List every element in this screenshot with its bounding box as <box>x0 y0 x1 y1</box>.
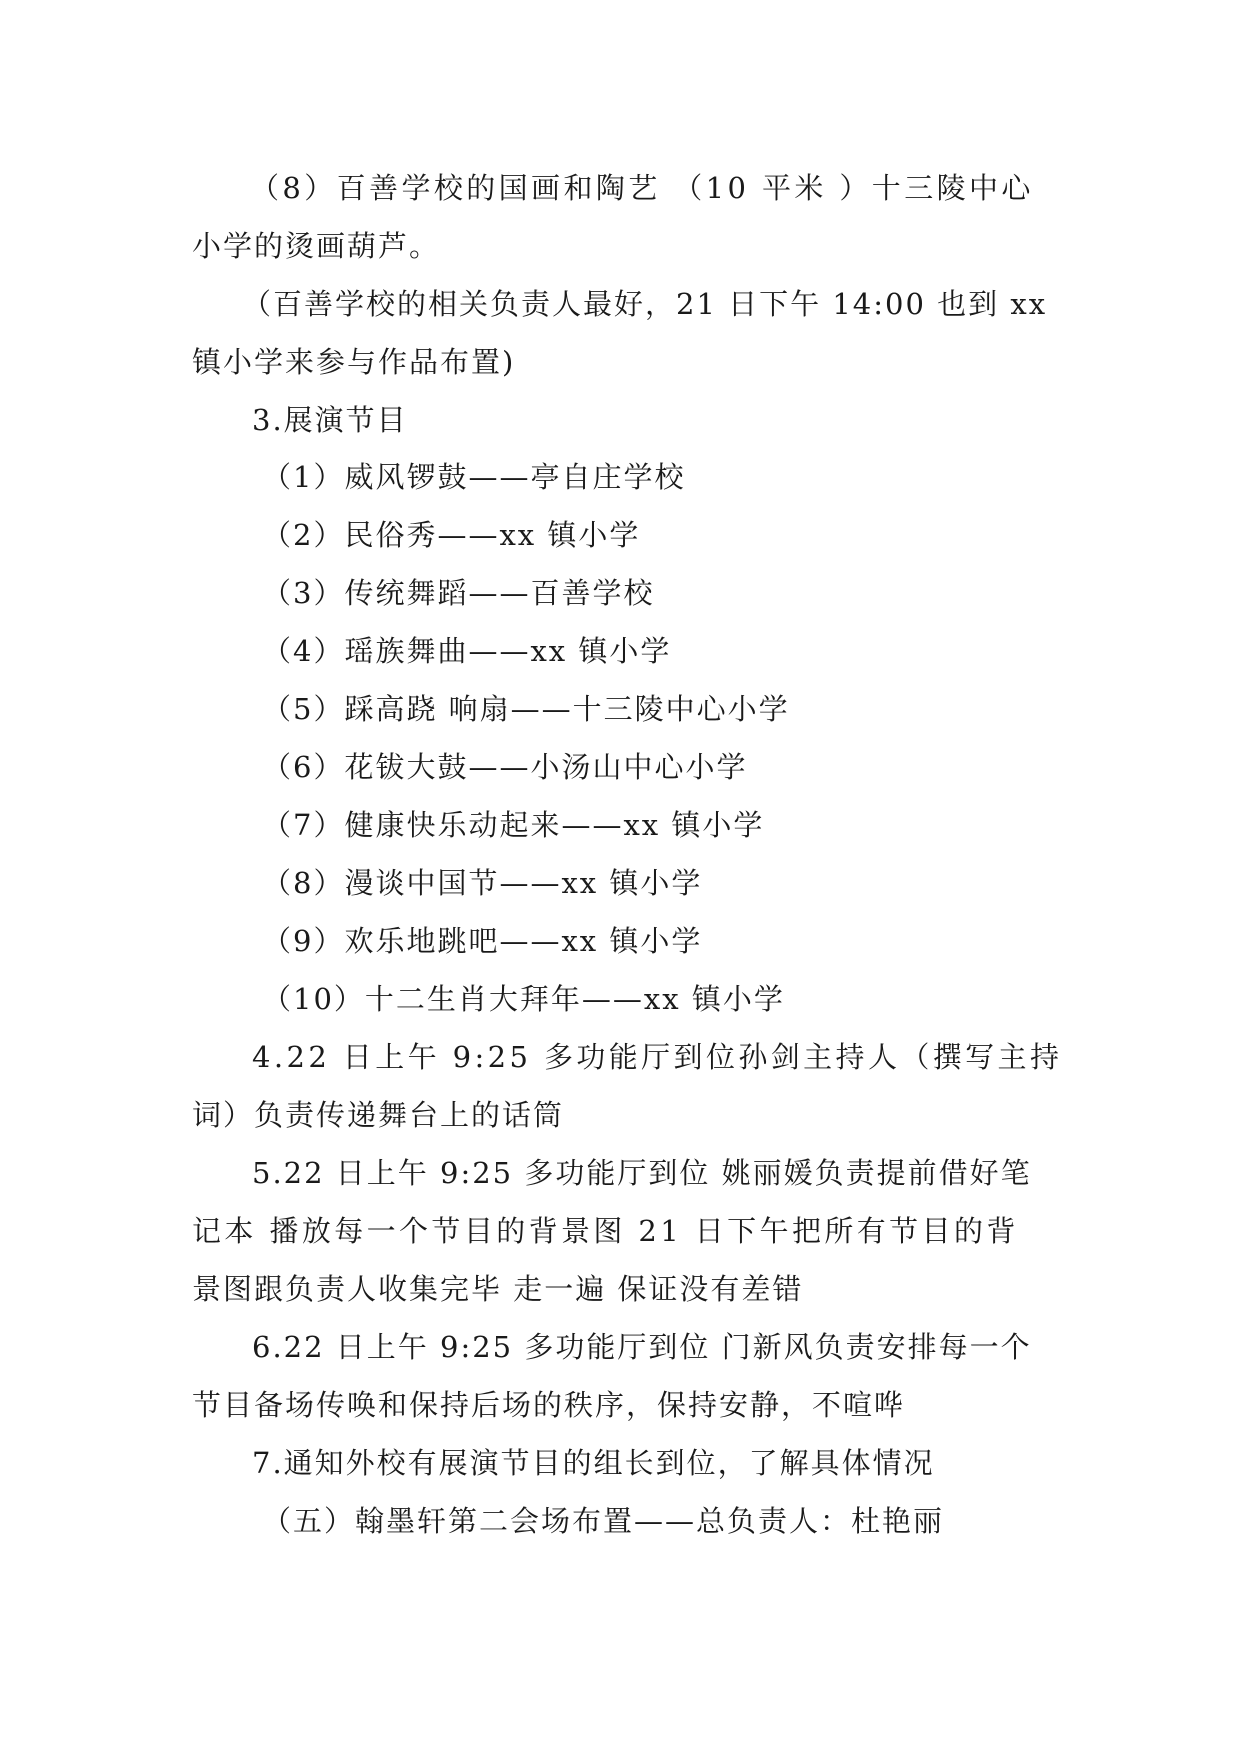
text-line: 记本 播放每一个节目的背景图 21 日下午把所有节目的背 <box>192 1214 1019 1248</box>
text-line: 6.22 日上午 9:25 多功能厅到位 门新风负责安排每一个 <box>252 1330 1032 1364</box>
text-line: 7.通知外校有展演节目的组长到位，了解具体情况 <box>252 1446 935 1480</box>
section-heading: （五）翰墨轩第二会场布置——总负责人：杜艳丽 <box>262 1504 945 1538</box>
text-line: 5.22 日上午 9:25 多功能厅到位 姚丽媛负责提前借好笔 <box>252 1156 1032 1190</box>
list-item: （9）欢乐地跳吧——xx 镇小学 <box>262 924 703 958</box>
list-item: （5）踩高跷 响扇——十三陵中心小学 <box>262 692 790 726</box>
list-item: （4）瑶族舞曲——xx 镇小学 <box>262 634 672 668</box>
text-line: 4.22 日上午 9:25 多功能厅到位孙剑主持人（撰写主持 <box>252 1040 1063 1074</box>
text-line: （8）百善学校的国画和陶艺 （10 平米 ）十三陵中心 <box>250 171 1034 205</box>
list-item: （6）花钹大鼓——小汤山中心小学 <box>262 750 748 784</box>
list-item: （3）传统舞蹈——百善学校 <box>262 576 655 610</box>
section-heading: 3.展演节目 <box>252 403 408 437</box>
text-line: （百善学校的相关负责人最好，21 日下午 14:00 也到 xx <box>242 287 1048 321</box>
list-item: （1）威风锣鼓——亭自庄学校 <box>262 460 686 494</box>
text-line: 镇小学来参与作品布置) <box>192 345 516 379</box>
text-line: 小学的烫画葫芦。 <box>192 229 441 263</box>
list-item: （7）健康快乐动起来——xx 镇小学 <box>262 808 765 842</box>
text-line: 景图跟负责人收集完毕 走一遍 保证没有差错 <box>192 1272 804 1306</box>
text-line: 节目备场传唤和保持后场的秩序，保持安静，不喧哗 <box>192 1388 906 1422</box>
list-item: （2）民俗秀——xx 镇小学 <box>262 518 641 552</box>
list-item: （10）十二生肖大拜年——xx 镇小学 <box>262 982 785 1016</box>
list-item: （8）漫谈中国节——xx 镇小学 <box>262 866 703 900</box>
text-line: 词）负责传递舞台上的话筒 <box>192 1098 565 1132</box>
